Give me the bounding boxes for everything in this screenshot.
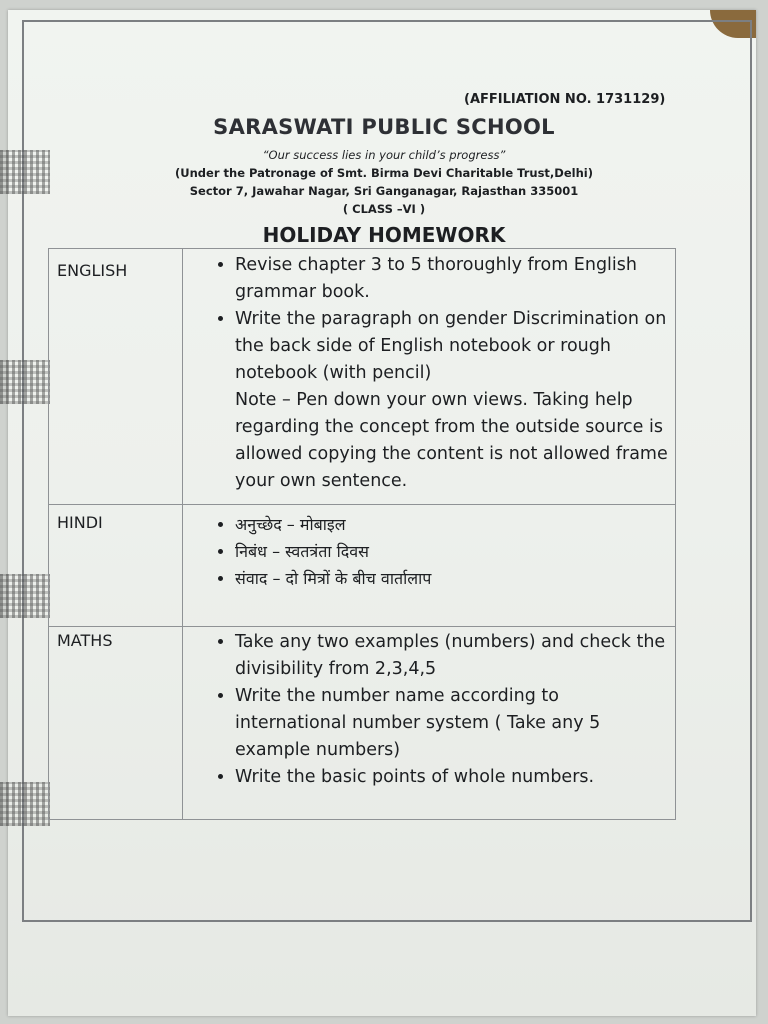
subject-name: ENGLISH	[49, 249, 183, 505]
punch-hole-mark	[0, 360, 50, 404]
list-item: • Write the basic points of whole numbers.	[235, 764, 671, 791]
patronage-line: (Under the Patronage of Smt. Birma Devi Charitable Trust,Delhi)	[175, 166, 593, 180]
task-list	[211, 629, 671, 791]
homework-table	[48, 248, 676, 820]
task-list	[211, 252, 671, 387]
list-item: • निबंध – स्वतत्रंता दिवस	[235, 538, 671, 565]
subject-name: HINDI	[49, 505, 183, 627]
school-name: SARASWATI PUBLIC SCHOOL	[213, 115, 555, 139]
school-address: Sector 7, Jawahar Nagar, Sri Ganganagar, Rajasthan 335001	[189, 184, 579, 198]
affiliation-number: (AFFILIATION NO. 1731129)	[464, 92, 666, 107]
table-row	[49, 505, 676, 627]
list-item: • संवाद – दो मित्रों के बीच वार्तालाप	[235, 565, 671, 592]
subject-name: MATHS	[49, 627, 183, 820]
table-row	[49, 627, 676, 820]
list-item: • अनुच्छेद – मोबाइल	[235, 511, 671, 538]
list-item: • Write the paragraph on gender Discrimination on the back side of English notebook or rough notebook (with pencil)	[235, 306, 671, 387]
table-row	[49, 249, 676, 505]
class-label: ( CLASS –VI )	[342, 202, 426, 216]
task-cell	[183, 627, 676, 820]
list-item: • Take any two examples (numbers) and check the divisibility from 2,3,4,5	[235, 629, 671, 683]
list-item: • Write the number name according to international number system ( Take any 5 example numbers)	[235, 683, 671, 764]
task-cell	[183, 249, 676, 505]
list-item: • Revise chapter 3 to 5 thoroughly from English grammar book.	[235, 252, 671, 306]
task-list	[211, 511, 671, 592]
punch-hole-mark	[0, 782, 50, 826]
task-cell	[183, 505, 676, 627]
english-note: Note – Pen down your own views. Taking help regarding the concept from the outside source is allowed copying the content is not allowed frame your own sentence.	[235, 390, 668, 491]
document-title: HOLIDAY HOMEWORK	[262, 223, 506, 247]
punch-hole-mark	[0, 574, 50, 618]
school-motto: “Our success lies in your child’s progress”	[262, 148, 506, 162]
